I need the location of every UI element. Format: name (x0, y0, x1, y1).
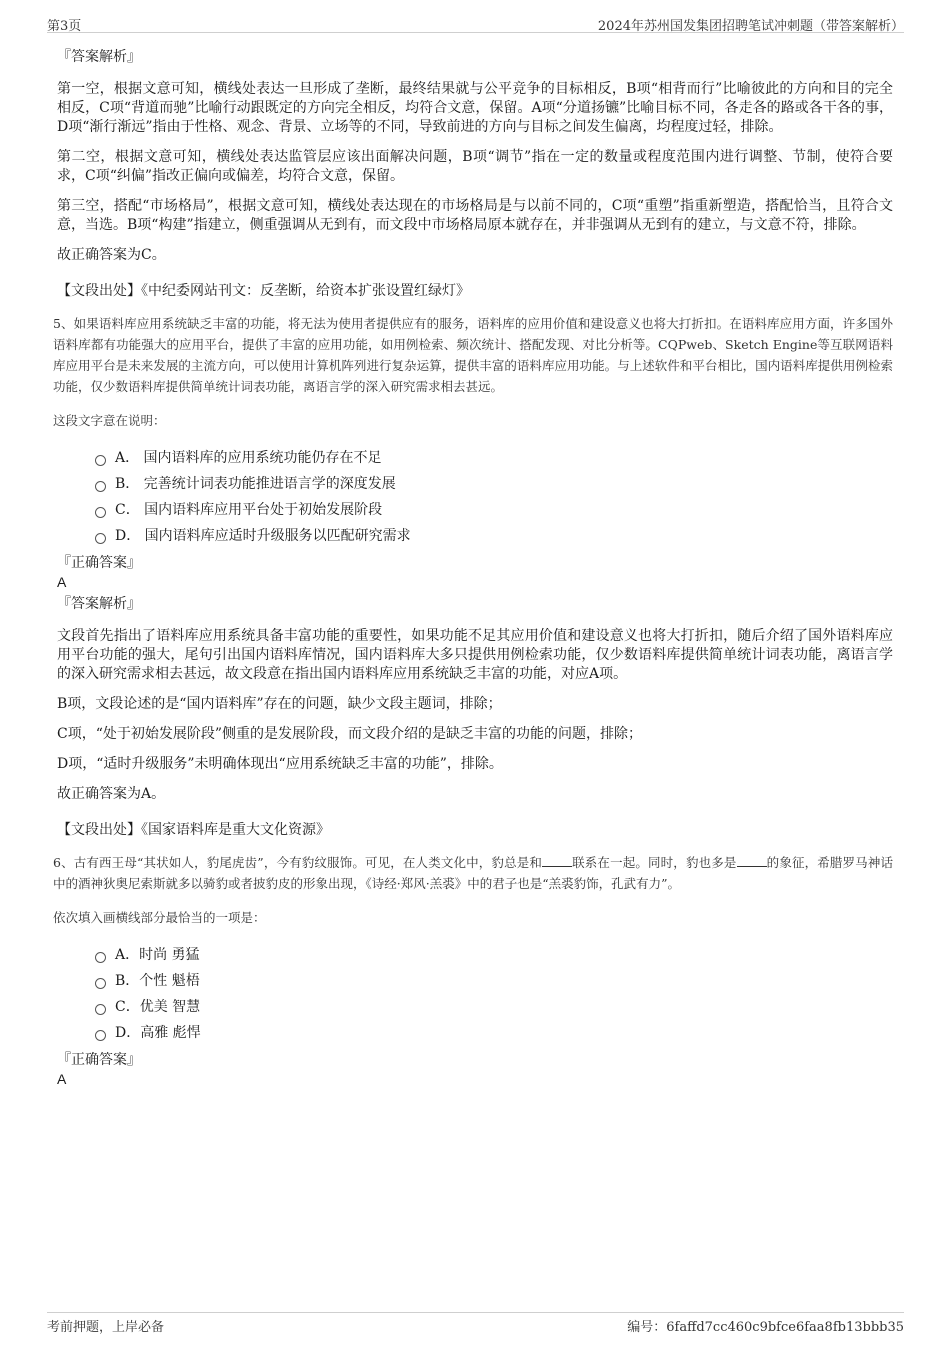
document-code: 编号：6faffd7cc460c9bfce6faa8fb13bbb35 (627, 1320, 904, 1335)
analysis-paragraph: 第三空，搭配“市场格局”，根据文意可知，横线处表达现在的市场格局是与以前不同的，C项“重塑”指重新塑造，搭配恰当，且符合文意，当选。B项“构建”指建立，侧重强调从无到有，而文段中市场格局原本就存在，并非强调从无到有的建立，与文意不符，排除。 (57, 198, 893, 233)
passage-source: 【文段出处】《中纪委网站刊文：反垄断，给资本扩张设置红绿灯》 (57, 283, 470, 299)
option-d[interactable] (95, 523, 893, 549)
stem-text: 的象征，希腊罗马神话中的酒神狄奥尼索斯就多以骑豹或者披豹皮的形象出现，《诗经·郑风·羔裘》中的君子也是“羔裘豹饰，孔武有力”。 (53, 855, 893, 891)
option-label: C． 国内语料库应用平台处于初始发展阶段 (115, 502, 383, 518)
option-d[interactable] (95, 1020, 893, 1046)
option-label: D． 国内语料库应适时升级服务以匹配研究需求 (115, 528, 411, 544)
page-content (53, 44, 893, 1088)
analysis-paragraph: 第二空，根据文意可知，横线处表达监管层应该出面解决问题，B项“调节”指在一定的数量或程度范围内进行调整、节制，使符合要求，C项“纠偏”指改正偏向或偏差，均符合文意，保留。 (57, 149, 893, 184)
question-6-stem (53, 852, 893, 894)
correct-answer: A (57, 1071, 67, 1087)
question-6-prompt: 依次填入画横线部分最恰当的一项是： (53, 910, 266, 925)
page-header (47, 12, 904, 33)
analysis-paragraph: C项，“处于初始发展阶段”侧重的是发展阶段，而文段介绍的是缺乏丰富的功能的问题，排除； (57, 726, 643, 742)
passage-source: 【文段出处】《国家语料库是重大文化资源》 (57, 822, 330, 838)
option-b[interactable] (95, 968, 893, 994)
fill-blank (542, 854, 572, 867)
option-label: A． 国内语料库的应用系统功能仍存在不足 (115, 450, 382, 466)
radio-icon[interactable] (95, 978, 106, 989)
option-label: A．时尚 勇猛 (115, 947, 200, 963)
radio-icon[interactable] (95, 1004, 106, 1015)
question-5-options (95, 445, 893, 549)
stem-text: 联系在一起。同时，豹也多是 (572, 855, 737, 870)
correct-answer: A (57, 574, 67, 590)
stem-text: 6、古有西王母“其状如人，豹尾虎齿”，今有豹纹服饰。可见，在人类文化中，豹总是和 (53, 855, 542, 870)
option-label: D．高雅 彪悍 (115, 1025, 201, 1041)
option-a[interactable] (95, 942, 893, 968)
question-5-prompt: 这段文字意在说明： (53, 413, 166, 428)
fill-blank (737, 854, 767, 867)
option-label: C．优美 智慧 (115, 999, 201, 1015)
analysis-paragraph: B项，文段论述的是“国内语料库”存在的问题，缺少文段主题词，排除； (57, 696, 502, 712)
option-label: B． 完善统计词表功能推进语言学的深度发展 (115, 476, 396, 492)
correct-answer-label: 『正确答案』 (57, 1052, 141, 1068)
option-b[interactable] (95, 471, 893, 497)
radio-icon[interactable] (95, 533, 106, 544)
option-a[interactable] (95, 445, 893, 471)
analysis-paragraph: 文段首先指出了语料库应用系统具备丰富功能的重要性，如果功能不足其应用价值和建设意义也将大打折扣，随后介绍了国外语料库应用平台功能的强大，尾句引出国内语料库情况，国内语料库大多只提供用例检索功能，仅少数语料库提供简单统计词表功能，离语言学的深入研究需求相去甚远，故文段意在指出国内语料库应用系统缺乏丰富的功能，对应A项。 (57, 628, 893, 682)
footer-slogan: 考前押题，上岸必备 (47, 1320, 165, 1335)
correct-answer-label: 『正确答案』 (57, 555, 141, 571)
analysis-label: 『答案解析』 (57, 49, 141, 65)
radio-icon[interactable] (95, 481, 106, 492)
page-footer (47, 1312, 904, 1335)
radio-icon[interactable] (95, 455, 106, 466)
analysis-conclusion: 故正确答案为A。 (57, 786, 166, 802)
option-c[interactable] (95, 994, 893, 1020)
option-label: B．个性 魁梧 (115, 973, 200, 989)
radio-icon[interactable] (95, 952, 106, 963)
page-number: 第3页 (47, 19, 82, 34)
radio-icon[interactable] (95, 507, 106, 518)
analysis-paragraph: 第一空，根据文意可知，横线处表达一旦形成了垄断，最终结果就与公平竞争的目标相反，B项“相背而行”比喻彼此的方向和目的完全相反，C项“背道而驰”比喻行动跟既定的方向完全相反，均符合文意，保留。A项“分道扬镳”比喻目标不同，各走各的路或各干各的事，D项“渐行渐远”指由于性格、观念、背景、立场等的不同，导致前进的方向与目标之间发生偏离，均程度过轻，排除。 (57, 81, 893, 135)
radio-icon[interactable] (95, 1030, 106, 1041)
question-5-stem: 5、如果语料库应用系统缺乏丰富的功能，将无法为使用者提供应有的服务，语料库的应用价值和建设意义也将大打折扣。在语料库应用方面，许多国外语料库都有功能强大的应用平台，提供了丰富的应用功能，如用例检索、频次统计、搭配发现、对比分析等。CQPweb、Sketch Engine等互联网语料库应用平台是未来发展的主流方向，可以使用计算机阵列进行复杂运算，提供丰富的语料库应用功能。与上述软件和平台相比，国内语料库提供用例检索功能，仅少数语料库提供简单统计词表功能，离语言学的深入研究需求相去甚远。 (53, 316, 893, 394)
analysis-paragraph: D项，“适时升级服务”未明确体现出“应用系统缺乏丰富的功能”，排除。 (57, 756, 503, 772)
analysis-label: 『答案解析』 (57, 596, 141, 612)
option-c[interactable] (95, 497, 893, 523)
question-6-options (95, 942, 893, 1046)
analysis-conclusion: 故正确答案为C。 (57, 247, 166, 263)
document-title: 2024年苏州国发集团招聘笔试冲刺题（带答案解析） (597, 19, 904, 34)
